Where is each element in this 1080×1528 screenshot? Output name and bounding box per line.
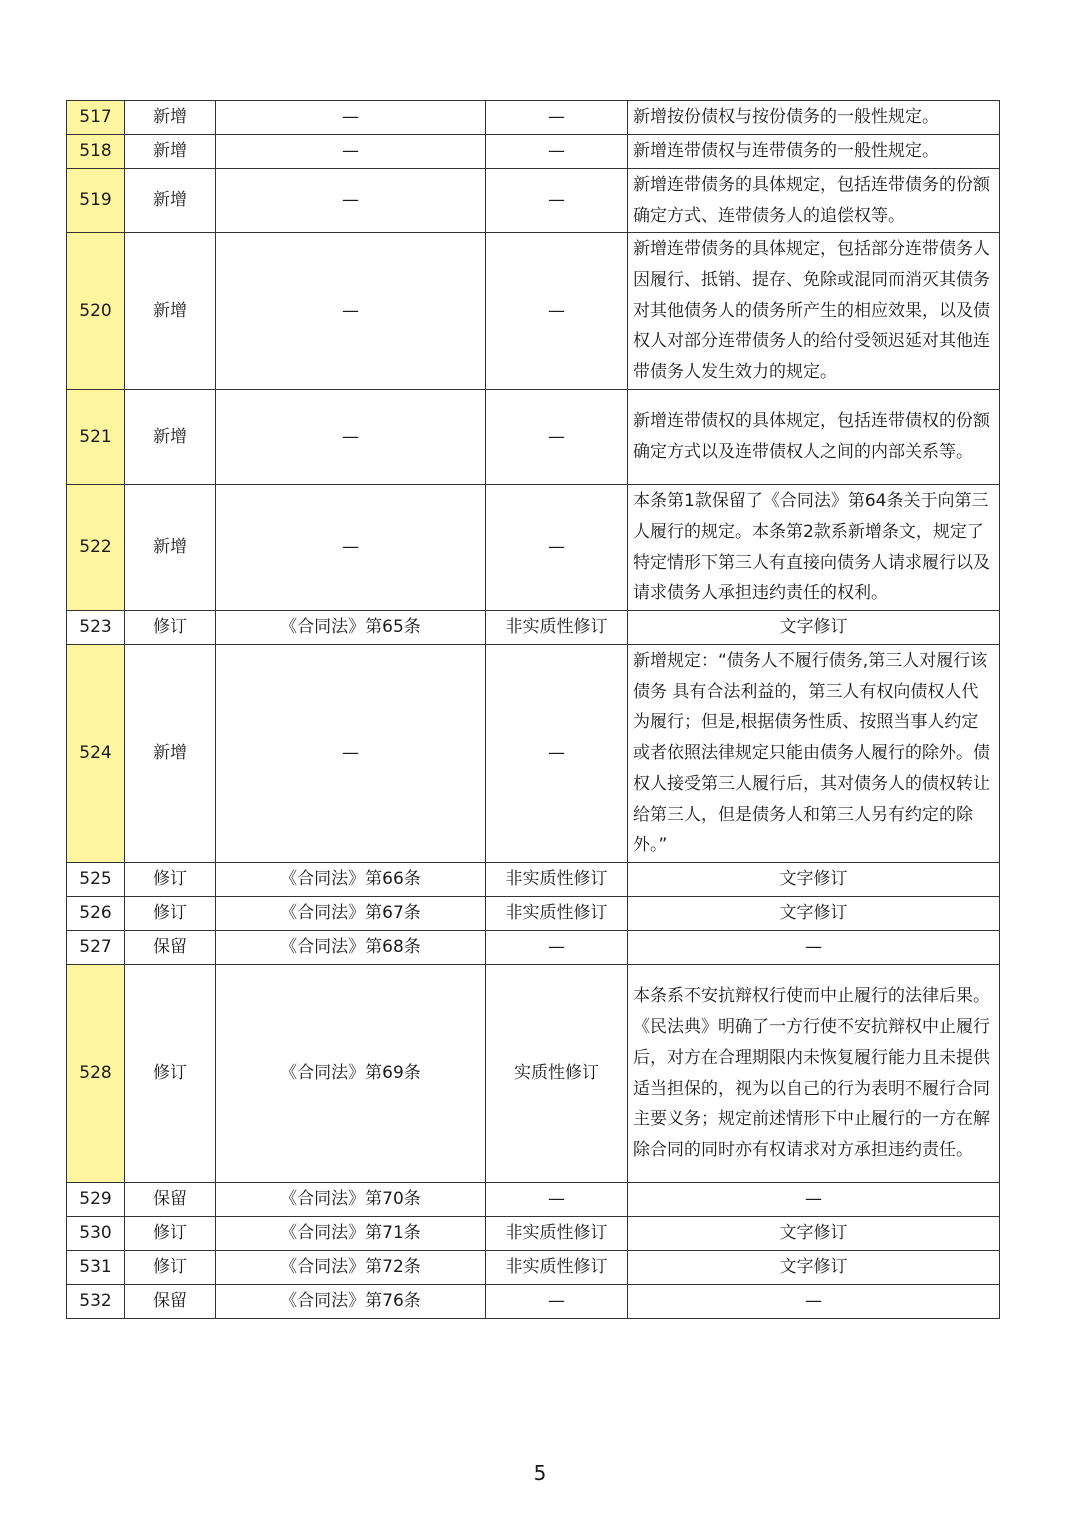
table-row bbox=[67, 645, 1000, 863]
article-number-cell: 525 bbox=[67, 863, 125, 897]
note-cell: 文字修订 bbox=[628, 897, 1000, 931]
revision-nature-cell: 非实质性修订 bbox=[486, 897, 628, 931]
revision-nature-cell: — bbox=[486, 1183, 628, 1217]
note-cell: 文字修订 bbox=[628, 611, 1000, 645]
table-row bbox=[67, 485, 1000, 611]
change-type-cell: 新增 bbox=[125, 233, 216, 390]
article-number-cell: 529 bbox=[67, 1183, 125, 1217]
note-cell: 本条第1款保留了《合同法》第64条关于向第三人履行的规定。本条第2款系新增条文，规定了特定情形下第三人有直接向债务人请求履行以及请求债务人承担违约责任的权利。 bbox=[628, 485, 1000, 611]
article-number-cell: 520 bbox=[67, 233, 125, 390]
source-article-cell: 《合同法》第67条 bbox=[216, 897, 486, 931]
article-number-cell: 523 bbox=[67, 611, 125, 645]
note-cell: 本条系不安抗辩权行使而中止履行的法律后果。《民法典》明确了一方行使不安抗辩权中止履行后，对方在合理期限内未恢复履行能力且未提供适当担保的，视为以自己的行为表明不履行合同主要义务；规定前述情形下中止履行的一方在解除合同的同时亦有权请求对方承担违约责任。 bbox=[628, 965, 1000, 1183]
note-cell: 文字修订 bbox=[628, 1251, 1000, 1285]
article-number-cell: 526 bbox=[67, 897, 125, 931]
table-row bbox=[67, 169, 1000, 233]
change-type-cell: 新增 bbox=[125, 169, 216, 233]
revision-nature-cell: 非实质性修订 bbox=[486, 1251, 628, 1285]
source-article-cell: — bbox=[216, 135, 486, 169]
page-number: 5 bbox=[533, 1461, 547, 1485]
source-article-cell: — bbox=[216, 169, 486, 233]
table-row bbox=[67, 931, 1000, 965]
source-article-cell: — bbox=[216, 645, 486, 863]
article-number-cell: 521 bbox=[67, 390, 125, 485]
source-article-cell: 《合同法》第68条 bbox=[216, 931, 486, 965]
revision-nature-cell: 实质性修订 bbox=[486, 965, 628, 1183]
article-number-cell: 524 bbox=[67, 645, 125, 863]
change-type-cell: 新增 bbox=[125, 135, 216, 169]
table-row bbox=[67, 965, 1000, 1183]
table-body bbox=[67, 101, 1000, 1319]
revision-nature-cell: — bbox=[486, 233, 628, 390]
table-row bbox=[67, 1217, 1000, 1251]
revision-nature-cell: — bbox=[486, 485, 628, 611]
change-type-cell: 保留 bbox=[125, 931, 216, 965]
revision-nature-cell: — bbox=[486, 390, 628, 485]
table-row bbox=[67, 101, 1000, 135]
article-comparison-table bbox=[66, 100, 1000, 1319]
revision-nature-cell: — bbox=[486, 101, 628, 135]
table-row bbox=[67, 611, 1000, 645]
source-article-cell: — bbox=[216, 233, 486, 390]
article-number-cell: 531 bbox=[67, 1251, 125, 1285]
article-number-cell: 528 bbox=[67, 965, 125, 1183]
source-article-cell: 《合同法》第65条 bbox=[216, 611, 486, 645]
table-row bbox=[67, 1183, 1000, 1217]
source-article-cell: 《合同法》第72条 bbox=[216, 1251, 486, 1285]
note-cell: — bbox=[628, 1285, 1000, 1319]
note-cell: 文字修订 bbox=[628, 1217, 1000, 1251]
change-type-cell: 修订 bbox=[125, 965, 216, 1183]
source-article-cell: — bbox=[216, 101, 486, 135]
revision-nature-cell: — bbox=[486, 135, 628, 169]
source-article-cell: — bbox=[216, 485, 486, 611]
revision-nature-cell: 非实质性修订 bbox=[486, 863, 628, 897]
change-type-cell: 保留 bbox=[125, 1183, 216, 1217]
article-number-cell: 527 bbox=[67, 931, 125, 965]
table-row bbox=[67, 1285, 1000, 1319]
change-type-cell: 修订 bbox=[125, 897, 216, 931]
note-cell: 新增规定：“债务人不履行债务,第三人对履行该债务 具有合法利益的，第三人有权向债权人代为履行；但是,根据债务性质、按照当事人约定或者依照法律规定只能由债务人履行的除外。债权人接受第三人履行后，其对债务人的债权转让给第三人，但是债务人和第三人另有约定的除外。” bbox=[628, 645, 1000, 863]
note-cell: 新增连带债务的具体规定，包括连带债务的份额确定方式、连带债务人的追偿权等。 bbox=[628, 169, 1000, 233]
change-type-cell: 新增 bbox=[125, 645, 216, 863]
table-row bbox=[67, 1251, 1000, 1285]
change-type-cell: 新增 bbox=[125, 485, 216, 611]
revision-nature-cell: 非实质性修订 bbox=[486, 611, 628, 645]
table-row bbox=[67, 390, 1000, 485]
change-type-cell: 修订 bbox=[125, 863, 216, 897]
note-cell: 新增按份债权与按份债务的一般性规定。 bbox=[628, 101, 1000, 135]
table-row bbox=[67, 135, 1000, 169]
revision-nature-cell: — bbox=[486, 931, 628, 965]
source-article-cell: 《合同法》第66条 bbox=[216, 863, 486, 897]
source-article-cell: — bbox=[216, 390, 486, 485]
note-cell: — bbox=[628, 931, 1000, 965]
table-row bbox=[67, 863, 1000, 897]
revision-nature-cell: — bbox=[486, 1285, 628, 1319]
article-number-cell: 517 bbox=[67, 101, 125, 135]
table-row bbox=[67, 233, 1000, 390]
change-type-cell: 保留 bbox=[125, 1285, 216, 1319]
note-cell: 新增连带债权与连带债务的一般性规定。 bbox=[628, 135, 1000, 169]
source-article-cell: 《合同法》第69条 bbox=[216, 965, 486, 1183]
source-article-cell: 《合同法》第71条 bbox=[216, 1217, 486, 1251]
source-article-cell: 《合同法》第76条 bbox=[216, 1285, 486, 1319]
article-number-cell: 532 bbox=[67, 1285, 125, 1319]
revision-nature-cell: 非实质性修订 bbox=[486, 1217, 628, 1251]
article-number-cell: 530 bbox=[67, 1217, 125, 1251]
source-article-cell: 《合同法》第70条 bbox=[216, 1183, 486, 1217]
article-number-cell: 522 bbox=[67, 485, 125, 611]
table-row bbox=[67, 897, 1000, 931]
article-number-cell: 519 bbox=[67, 169, 125, 233]
note-cell: 新增连带债权的具体规定，包括连带债权的份额确定方式以及连带债权人之间的内部关系等。 bbox=[628, 390, 1000, 485]
note-cell: 文字修订 bbox=[628, 863, 1000, 897]
revision-nature-cell: — bbox=[486, 169, 628, 233]
article-number-cell: 518 bbox=[67, 135, 125, 169]
revision-nature-cell: — bbox=[486, 645, 628, 863]
note-cell: 新增连带债务的具体规定，包括部分连带债务人因履行、抵销、提存、免除或混同而消灭其债务对其他债务人的债务所产生的相应效果，以及债权人对部分连带债务人的给付受领迟延对其他连带债务人发生效力的规定。 bbox=[628, 233, 1000, 390]
change-type-cell: 修订 bbox=[125, 1217, 216, 1251]
change-type-cell: 修订 bbox=[125, 611, 216, 645]
change-type-cell: 新增 bbox=[125, 390, 216, 485]
change-type-cell: 新增 bbox=[125, 101, 216, 135]
note-cell: — bbox=[628, 1183, 1000, 1217]
change-type-cell: 修订 bbox=[125, 1251, 216, 1285]
